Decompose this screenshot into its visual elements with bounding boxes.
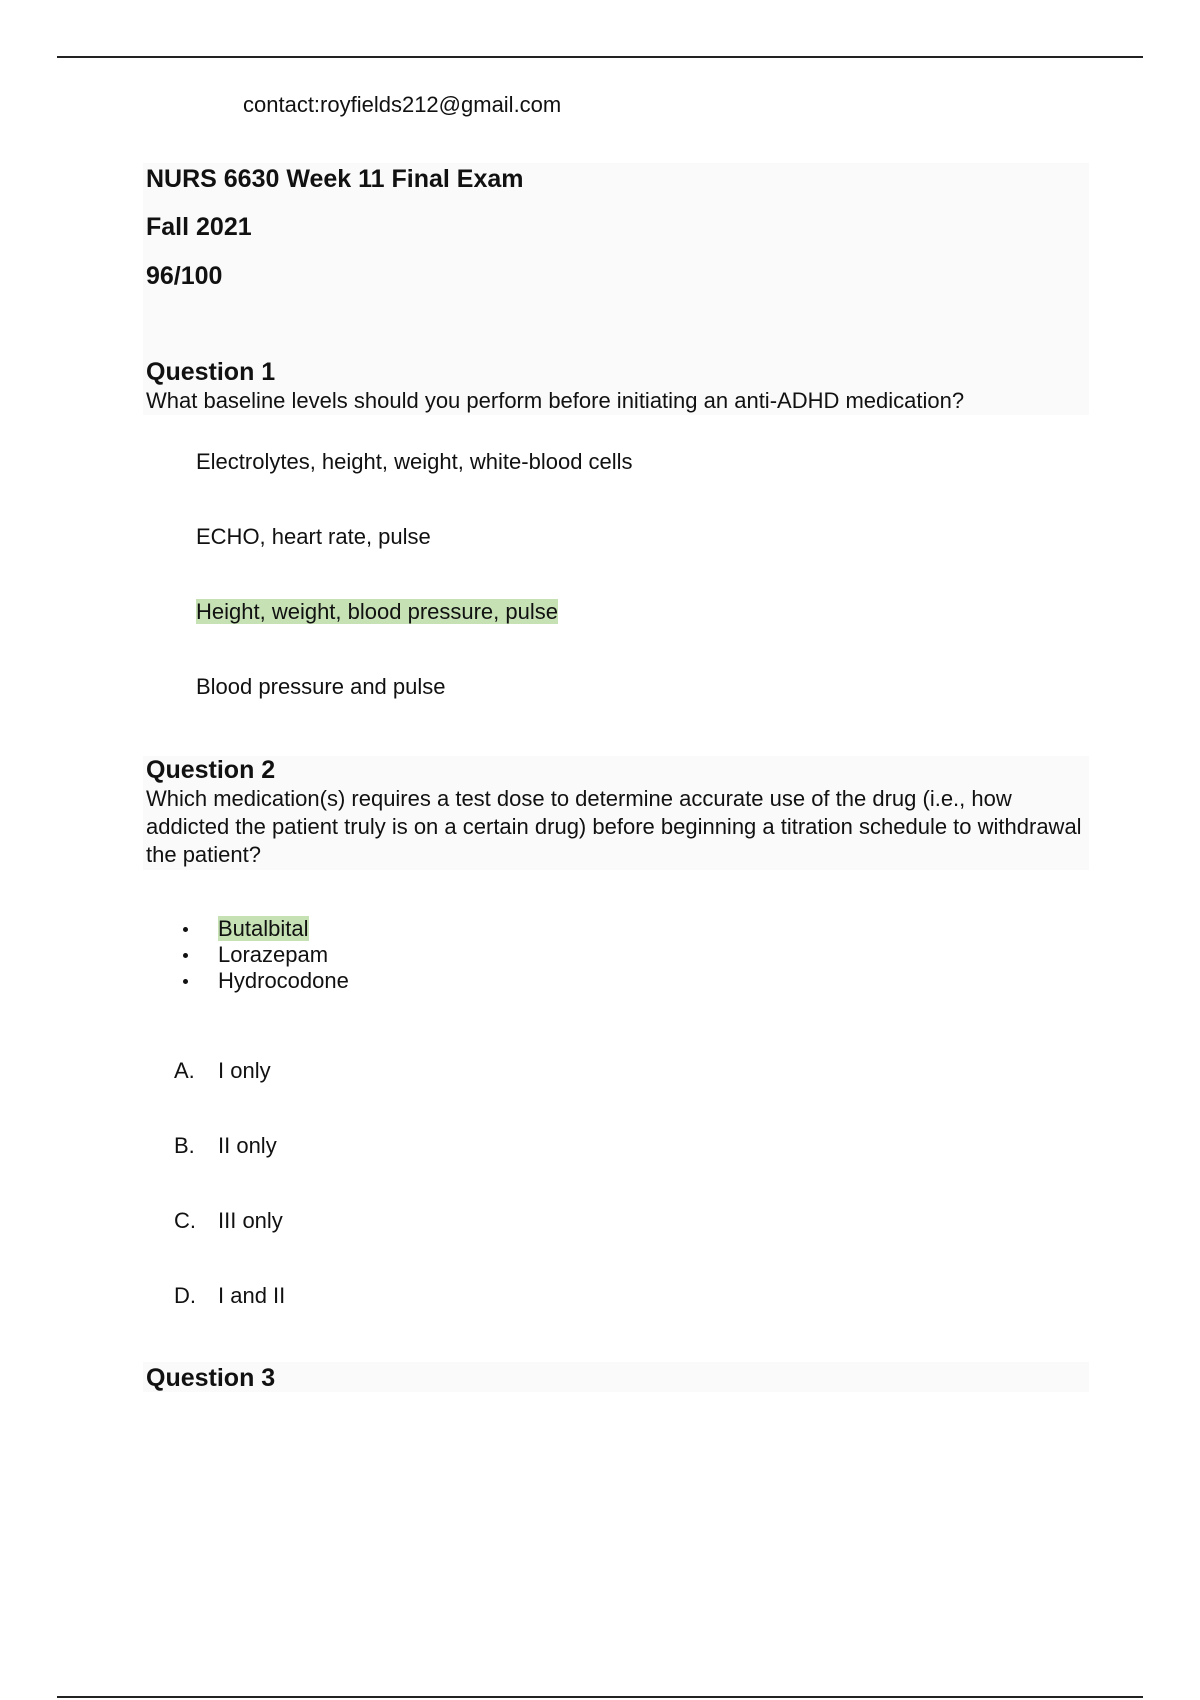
choice-letter: A. xyxy=(174,1058,195,1083)
question-2-choice-d xyxy=(174,1283,285,1309)
exam-title: NURS 6630 Week 11 Final Exam xyxy=(146,165,524,193)
choice-text: III only xyxy=(218,1208,283,1233)
exam-term: Fall 2021 xyxy=(146,213,252,241)
question-2-item-list xyxy=(180,916,349,994)
choice-text: II only xyxy=(218,1133,277,1158)
choice-text: I only xyxy=(218,1058,271,1083)
question-2-choice-a xyxy=(174,1058,271,1084)
question-1-correct-answer: Height, weight, blood pressure, pulse xyxy=(196,599,558,624)
choice-letter: B. xyxy=(174,1133,195,1158)
contact-email: contact:royfields212@gmail.com xyxy=(243,92,562,117)
choice-text: I and II xyxy=(218,1283,286,1308)
exam-score: 96/100 xyxy=(146,262,223,290)
question-3-shade xyxy=(143,1362,1089,1392)
bullet-icon xyxy=(183,927,188,932)
question-2-choice-c xyxy=(174,1208,283,1234)
question-2-choice-b xyxy=(174,1133,277,1159)
question-2-item-1: Butalbital xyxy=(218,916,309,941)
question-1-title: Question 1 xyxy=(146,358,276,386)
bullet-icon xyxy=(183,979,188,984)
list-item xyxy=(180,968,349,994)
choice-letter: C. xyxy=(174,1208,196,1233)
question-1-text: What baseline levels should you perform before initiating an anti-ADHD medication? xyxy=(146,388,965,413)
bullet-icon xyxy=(183,953,188,958)
bottom-rule xyxy=(57,1696,1143,1698)
question-1-option-4: Blood pressure and pulse xyxy=(196,674,446,699)
question-2-title: Question 2 xyxy=(146,756,276,784)
choice-letter: D. xyxy=(174,1283,196,1308)
list-item xyxy=(180,942,349,968)
question-2-text: Which medication(s) requires a test dose to determine accurate use of the drug (i.e., how addicted the patient truly is on a certain drug) before beginning a titration schedule to withdrawal the patient? xyxy=(146,786,1082,867)
question-3-title: Question 3 xyxy=(146,1364,276,1392)
list-item xyxy=(180,916,349,942)
header-shade xyxy=(143,163,1089,415)
question-2-item-2: Lorazepam xyxy=(218,942,329,967)
question-1-option-1: Electrolytes, height, weight, white-blood cells xyxy=(196,449,633,474)
question-1-option-2: ECHO, heart rate, pulse xyxy=(196,524,431,549)
top-rule xyxy=(57,56,1143,58)
question-1-option-3 xyxy=(196,599,558,625)
question-2-item-3: Hydrocodone xyxy=(218,968,349,993)
